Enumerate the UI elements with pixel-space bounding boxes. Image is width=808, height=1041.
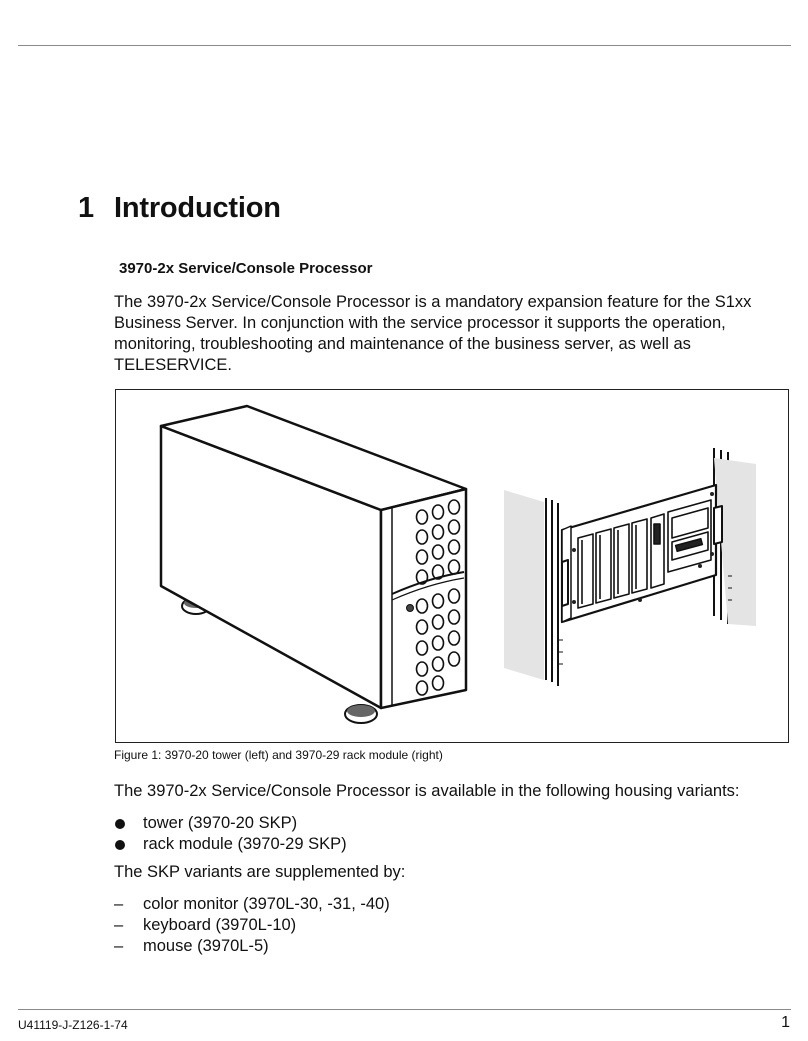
housing-variants-list [114, 813, 347, 855]
list-item-text: mouse (3970L-5) [143, 937, 269, 955]
list-item-text: keyboard (3970L-10) [143, 916, 297, 934]
server-illustration [116, 390, 788, 742]
chapter-title: Introduction [114, 192, 281, 224]
list-item-text: tower (3970-20 SKP) [143, 814, 298, 832]
footer-rule [18, 1009, 791, 1010]
dash-marker: – [114, 937, 124, 955]
header-rule [18, 45, 791, 46]
figure-frame [115, 389, 789, 743]
bullet-icon [114, 834, 134, 850]
dash-marker: – [114, 916, 124, 934]
supplements-list [114, 894, 390, 957]
list-item [114, 915, 390, 936]
document-code: U41119-J-Z126-1-74 [18, 1018, 128, 1032]
list-item [114, 894, 390, 915]
intro-paragraph: The 3970-2x Service/Console Processor is a mandatory expansion feature for the S1xx Business Server. In conjunction with the service processor it supports the operation, monitoring, troubleshooting and maintenance of the business server, as well as TELESERVICE. [114, 293, 752, 374]
list-item-text: rack module (3970-29 SKP) [143, 835, 347, 853]
bullet-icon [114, 813, 134, 829]
chapter-number: 1 [78, 192, 94, 224]
figure-caption: Figure 1: 3970-20 tower (left) and 3970-29 rack module (right) [114, 748, 443, 762]
availability-paragraph: The 3970-2x Service/Console Processor is available in the following housing variants: [114, 782, 740, 800]
rack-back-shading [504, 490, 544, 680]
page-number: 1 [781, 1014, 790, 1031]
list-item [114, 834, 347, 855]
chapter-heading [78, 192, 281, 225]
list-item [114, 813, 347, 834]
section-title: 3970-2x Service/Console Processor [119, 260, 373, 277]
supplement-paragraph: The SKP variants are supplemented by: [114, 863, 406, 881]
list-item-text: color monitor (3970L-30, -31, -40) [143, 895, 390, 913]
rack-left-rail [546, 498, 558, 686]
list-item [114, 936, 390, 957]
dash-marker: – [114, 895, 124, 913]
